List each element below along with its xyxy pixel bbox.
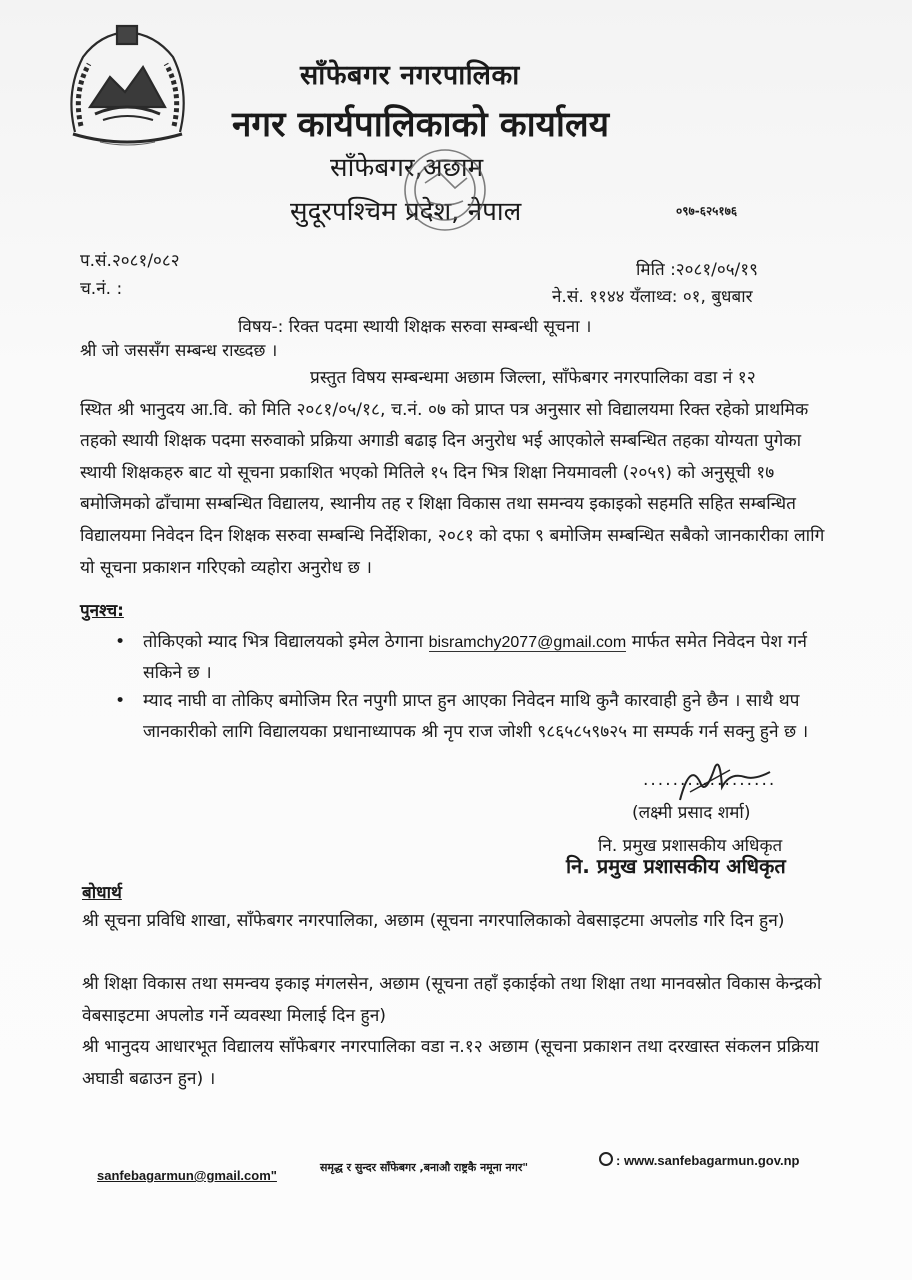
- bullet1-text-before: तोकिएको म्याद भित्र विद्यालयको इमेल ठेगाना: [143, 632, 424, 652]
- postscript-item-1: [115, 627, 828, 689]
- signatory-title-handwritten: नि. प्रमुख प्रशासकीय अधिकृत: [598, 836, 783, 856]
- bullet2-text: म्याद नाघी वा तोकिए बमोजिम रित नपुगी प्राप्त हुन आएका निवेदन माथि कुनै कारवाही हुने छैन । साथै थप जानकारीको लागि विद्यालयका प्रधानाध्यापक श्री नृप राज जोशी ९८६५८५९७२५ मा सम्पर्क गर्न सक्नु हुने छ ।: [143, 691, 809, 742]
- office-name: नगर कार्यपालिकाको कार्यालय: [232, 105, 610, 145]
- bullet-icon: •: [115, 632, 126, 652]
- salutation: श्री जो जससँग सम्बन्ध राख्दछ ।: [80, 341, 278, 361]
- body-first-line: प्रस्तुत विषय सम्बन्धमा अछाम जिल्ला, साँफेबगर नगरपालिका वडा नं १२: [310, 368, 756, 388]
- footer-slogan: समृद्ध र सुन्दर साँफेबगर ,बनाऔ राष्ट्रकै नमूना नगर": [320, 1161, 529, 1174]
- cc-item-3: श्री भानुदय आधारभूत विद्यालय साँफेबगर नगरपालिका वडा न.१२ अछाम (सूचना प्रकाशन तथा दरखास्त संकलन प्रक्रिया अघाडी बढाउन हुन) ।: [82, 1037, 819, 1089]
- reference-number: प.सं.२०८१/०८२: [80, 251, 180, 271]
- cc-item-1: श्री सूचना प्रविधि शाखा, साँफेबगर नगरपालिका, अछाम (सूचना नगरपालिकाको वेबसाइटमा अपलोड गरि दिन हुन): [82, 911, 785, 931]
- signatory-name: (लक्ष्मी प्रसाद शर्मा): [632, 803, 751, 823]
- municipality-name: साँफेबगर नगरपालिका: [300, 60, 520, 91]
- office-stamp-icon: [395, 143, 495, 238]
- office-phone: ०९७-६२५१७६: [676, 204, 738, 218]
- footer-email-link[interactable]: sanfebagarmun@gmail.com": [97, 1168, 277, 1183]
- cc-item-2: श्री शिक्षा विकास तथा समन्वय इकाइ मंगलसेन, अछाम (सूचना तहाँ इकाईको तथा शिक्षा तथा मानवस्रोत विकास केन्द्रको वेबसाइटमा अपलोड गर्ने व्यवस्था मिलाई दिन हुन): [82, 974, 822, 1026]
- nepal-emblem-icon: [55, 22, 200, 152]
- postscript-item-2: [115, 686, 828, 748]
- body-text: स्थित श्री भानुदय आ.वि. को मिति २०८१/०५/१८, च.नं. ०७ को प्राप्त पत्र अनुसार सो विद्यालयमा रिक्त रहेको प्राथमिक तहको स्थायी शिक्षक पदमा सरुवाको प्रक्रिया अगाडी बढाइ दिन अनुरोध भई आएकोले सम्बन्धित तहका योग्यता पुगेका स्थायी शिक्षकहरु बाट यो सूचना प्रकाशित भएको मितिले १५ दिन भित्र शिक्षा नियमावली (२०५९) को अनुसूची १७ बमोजिमको ढाँचामा सम्बन्धित विद्यालय, स्थानीय तह र शिक्षा विकास तथा समन्वय इकाइको सहमति सहित सम्बन्धित विद्यालयमा निवेदन दिन शिक्षक सरुवा सम्बन्धि निर्देशिका, २०८१ को दफा ९ बमोजिम सम्बन्धित सबैको जानकारीका लागि यो सूचना प्रकाशन गरिएको व्यहोरा अनुरोध छ ।: [80, 399, 825, 578]
- cc-label: बोधार्थ: [82, 883, 122, 903]
- nepal-sambat-date: ने.सं. ११४४ यँलाथ्व: ०१, बुधबार: [552, 287, 753, 307]
- footer-website-link[interactable]: : www.sanfebagarmun.gov.np: [616, 1153, 800, 1168]
- footer-website: [599, 1152, 799, 1168]
- letter-date: मिति :२०८१/०५/१९: [636, 260, 758, 280]
- body-paragraph: [80, 363, 828, 584]
- bullet1-text-after: मार्फत समेत निवेदन पेश गर्न सकिने छ ।: [143, 632, 807, 683]
- signature-line: ..................: [643, 770, 777, 790]
- globe-icon: [599, 1152, 613, 1166]
- office-location: साँफेबगर,अछाम: [330, 153, 484, 183]
- school-email-link[interactable]: bisramchy2077@gmail.com: [428, 634, 627, 651]
- postscript-label: पुनश्च:: [80, 601, 124, 621]
- letter-subject: विषय-: रिक्त पदमा स्थायी शिक्षक सरुवा सम्बन्धी सूचना ।: [238, 317, 592, 337]
- dispatch-number: च.नं. :: [80, 279, 123, 299]
- bullet-icon: •: [115, 691, 126, 711]
- signatory-title-stamp: नि. प्रमुख प्रशासकीय अधिकृत: [566, 854, 786, 878]
- office-province: सुदूरपश्चिम प्रदेश, नेपाल: [290, 197, 522, 227]
